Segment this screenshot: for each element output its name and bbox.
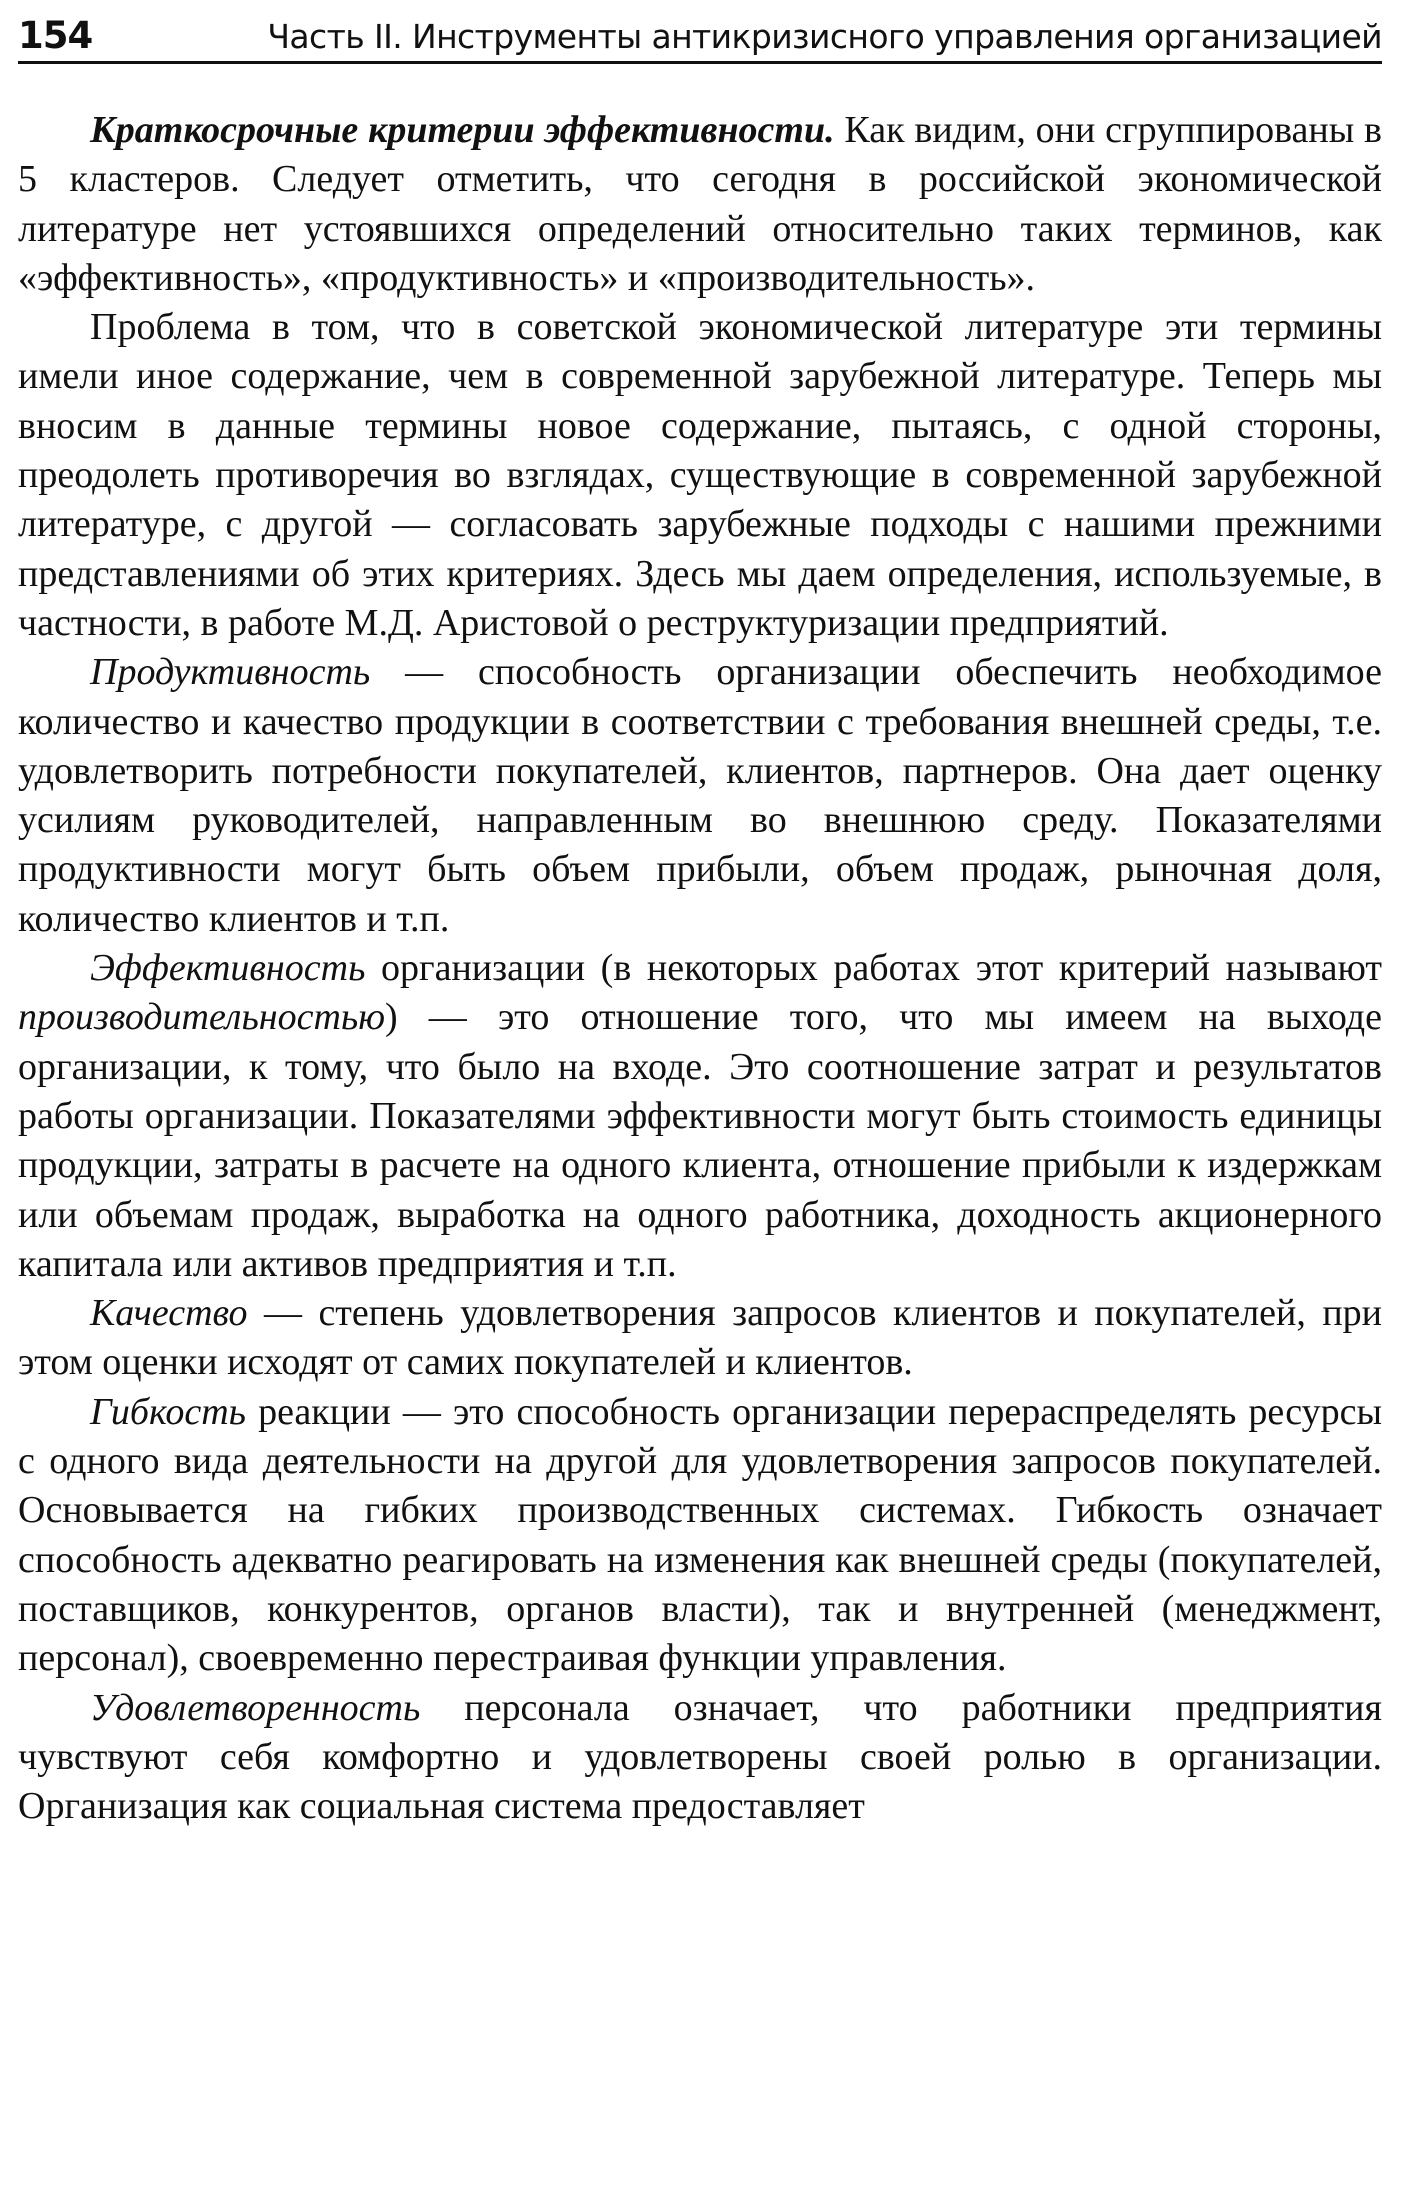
defined-term: Удовлетворенность <box>90 1686 421 1729</box>
paragraph-text: персонала означает, что работники предприятия чувствуют себя комфортно и удовлетворены своей ролью в организации. Организация как социальная система предоставляет <box>18 1686 1382 1828</box>
defined-term: Продуктивность <box>90 651 371 694</box>
running-title: Часть II. Инструменты антикризисного управления организацией <box>267 17 1382 56</box>
paragraph-satisfaction <box>18 1684 1382 1832</box>
defined-term: Эффективность <box>90 947 366 990</box>
paragraph-text: Проблема в том, что в советской экономической литературе эти термины имели иное содержание, чем в современной зарубежной литературе. Теперь мы вносим в данные термины новое содержание, пытаясь, с одной стороны, преодолеть противоречия во взглядах, существующие в современной зарубежной литературе, с другой — согласовать зарубежные подходы с нашими прежними представлениями об этих критериях. Здесь мы даем определения, используемые, в частности, в работе М.Д. Аристовой о реструктуризации предприятий. <box>18 306 1382 644</box>
page-number: 154 <box>18 14 93 57</box>
paragraph-text: реакции — это способность организации перераспределять ресурсы с одного вида деятельности на другой для удовлетворения запросов покупателей. Основывается на гибких производственных системах. Гибкость означает способность адекватно реагировать на изменения как внешней среды (покупателей, поставщиков, конкурентов, органов власти), так и внутренней (менеджмент, персонал), своевременно перестраивая функции управления. <box>18 1390 1382 1680</box>
defined-term: Гибкость <box>90 1390 246 1433</box>
paragraph-text: — способность организации обеспечить необходимое количество и качество продукции в соответствии с требования внешней среды, т.е. удовлетворить потребности покупателей, клиентов, партнеров. Она дает оценку усилиям руководителей, направленным во внешнюю среду. Показателями продуктивности могут быть объем прибыли, объем продаж, рыночная доля, количество клиентов и т.п. <box>18 651 1382 940</box>
running-head <box>18 14 1382 64</box>
paragraph-efficiency <box>18 944 1382 1289</box>
inline-term: производительностью <box>18 996 386 1039</box>
paragraph-flexibility <box>18 1388 1382 1684</box>
paragraph-quality <box>18 1289 1382 1388</box>
paragraph-productivity <box>18 648 1382 944</box>
paragraph-terminology-problem <box>18 303 1382 648</box>
defined-term: Качество <box>90 1292 248 1335</box>
section-lead-term: Краткосрочные критерии эффективности. <box>90 109 835 151</box>
paragraph-text: — степень удовлетворения запросов клиентов и покупателей, при этом оценки исходят от самих покупателей и клиентов. <box>18 1292 1382 1384</box>
paragraph-text: организации (в некоторых работах этот критерий называют <box>365 947 1382 990</box>
paragraph-text: ) — это отношение того, что мы имеем на выходе организации, к тому, что было на входе. Это соотношение затрат и результатов работы организации. Показателями эффективности могут быть стоимость единицы продукции, затраты в расчете на одного клиента, отношение прибыли к издержкам или объемам продаж, выработка на одного работника, доходность акционерного капитала или активов предприятия и т.п. <box>18 996 1382 1285</box>
paragraph-short-term-criteria <box>18 106 1382 303</box>
body-text <box>18 106 1382 1831</box>
paragraph-text: Как видим, они сгруппированы в 5 кластеров. Следует отметить, что сегодня в российской экономической литературе нет устоявшихся определений относительно таких терминов, как «эффективность», «продуктивность» и «производительность». <box>18 109 1382 299</box>
